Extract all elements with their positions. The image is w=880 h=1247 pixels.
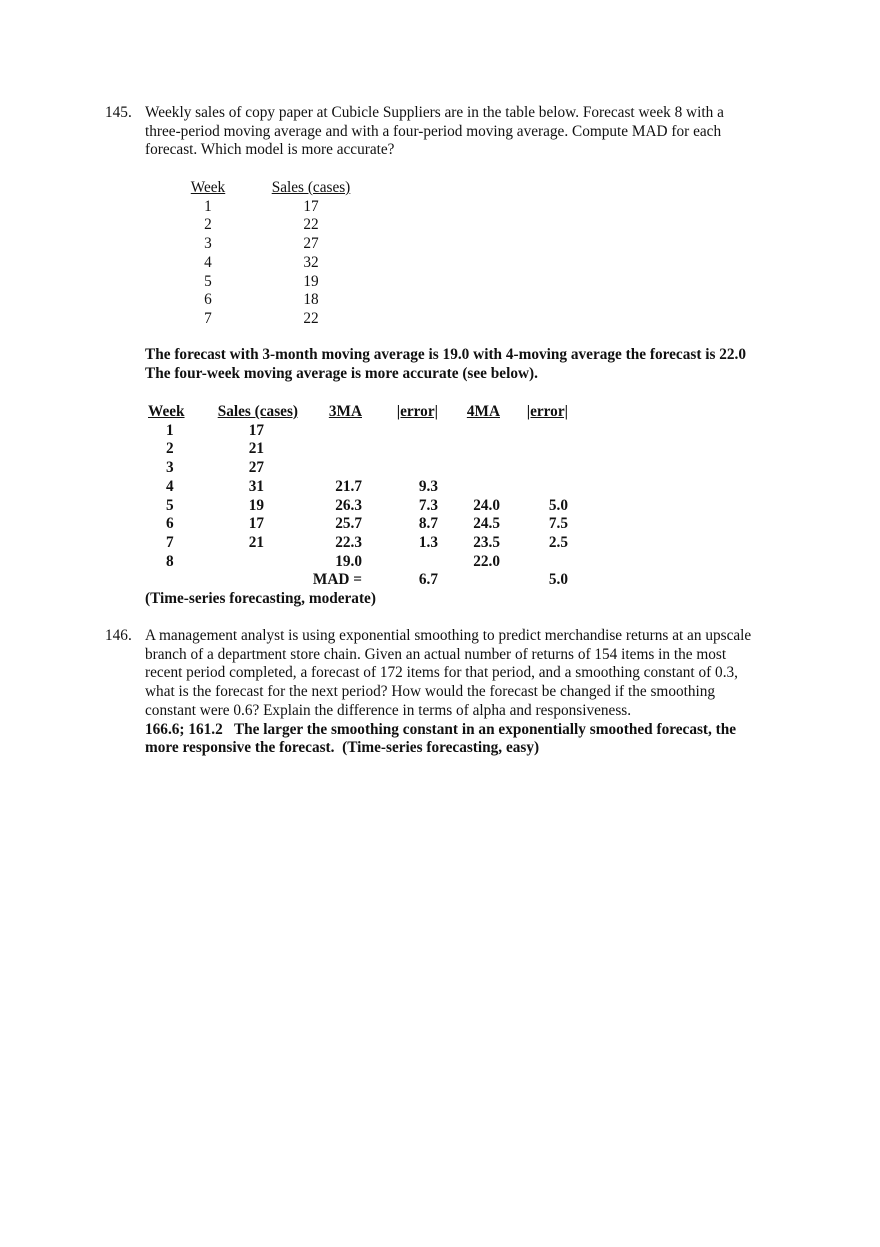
3ma-cell [298,459,362,478]
sales-cell: 27 [248,459,264,477]
week-cell: 6 [166,515,174,533]
table-row [180,254,354,273]
question-line: constant were 0.6? Explain the difference in terms of alpha and responsiveness. [145,701,632,719]
question-line: branch of a department store chain. Given an actual number of returns of 154 items in the most [145,645,727,663]
week-cell: 1 [166,421,174,439]
3ma-cell: 26.3 [335,496,362,514]
week-cell: 5 [166,496,174,514]
3ma-cell [298,440,362,459]
question-line: A management analyst is using exponential smoothing to predict merchandise returns at an upscale [145,627,752,644]
column-header: Week [190,179,226,196]
3ma-error-cell [362,459,438,478]
solution-table [148,403,568,590]
table-row [148,422,568,441]
answer-line: The four-week moving average is more accurate (see below). [145,364,538,382]
3ma-error-cell: 9.3 [418,477,438,495]
spacer-cell [236,291,268,310]
question-line: Weekly sales of copy paper at Cubicle Suppliers are in the table below. Forecast week 8 with a [145,104,724,121]
table-row [148,515,568,534]
4ma-error-cell: 7.5 [548,515,568,533]
table-row [148,534,568,553]
4ma-error-cell: 2.5 [548,533,568,551]
4ma-cell [438,440,500,459]
week-cell: 4 [204,253,212,271]
week-cell: 7 [166,533,174,551]
column-header: Sales (cases) [271,179,351,196]
sales-cell: 27 [303,235,319,253]
4ma-error-cell: 5.0 [548,496,568,514]
column-header: Sales (cases) [217,403,298,420]
week-cell: 2 [166,440,174,458]
question-line: recent period completed, a forecast of 172 items for that period, and a smoothing constant of 0.3, [145,664,739,682]
table-row [180,235,354,254]
table-row [148,478,568,497]
question-number: 145. [105,104,132,121]
table-row [180,291,354,310]
3ma-error-cell [362,553,438,572]
mad-4ma: 5.0 [548,571,568,589]
sales-table [180,179,354,329]
table-row [180,310,354,329]
spacer-cell [236,310,268,329]
question-line: forecast. Which model is more accurate? [145,141,395,159]
spacer-cell [236,273,268,292]
sales-cell: 31 [248,477,264,495]
table-row [148,459,568,478]
3ma-cell [298,422,362,441]
spacer-cell [236,198,268,217]
sales-cell: 17 [303,197,319,215]
table-row [148,553,568,572]
3ma-cell: 25.7 [335,515,362,533]
sales-cell: 19 [303,272,319,290]
sales-cell: 17 [248,421,264,439]
question-text [145,104,785,160]
sales-cell: 17 [248,515,264,533]
sales-cell: 18 [303,291,319,309]
4ma-error-cell [500,422,568,441]
column-header: Week [148,403,185,420]
week-cell: 4 [166,477,174,495]
week-cell: 5 [204,272,212,290]
question-line: three-period moving average and with a four-period moving average. Compute MAD for each [145,122,722,140]
answer-line: 166.6; 161.2 The larger the smoothing constant in an exponentially smoothed forecast, the [145,720,737,738]
column-header: 3MA [328,403,362,420]
column-header: |error| [526,403,568,420]
4ma-cell [438,478,500,497]
table-row [180,198,354,217]
sales-cell: 21 [248,440,264,458]
3ma-error-cell: 7.3 [418,496,438,514]
spacer-cell [236,216,268,235]
answer-text [145,346,785,383]
week-cell: 2 [204,216,212,234]
3ma-error-cell [362,440,438,459]
sales-cell: 21 [248,533,264,551]
question-number: 146. [105,627,132,644]
3ma-error-cell: 1.3 [418,533,438,551]
4ma-error-cell [500,553,568,572]
4ma-cell: 23.5 [473,533,500,551]
topic-tag: (Time-series forecasting, moderate) [145,590,376,607]
week-cell: 3 [204,235,212,253]
answer-line: more responsive the forecast. (Time-series forecasting, easy) [145,739,540,757]
table-row [148,440,568,459]
week-cell: 6 [204,291,212,309]
answer-line: The forecast with 3-month moving average is 19.0 with 4-moving average the forecast is 22.0 [145,346,747,363]
week-cell: 8 [166,552,174,570]
4ma-cell [438,422,500,441]
sales-cell: 22 [303,309,319,327]
3ma-cell: 22.3 [335,533,362,551]
sales-cell: 22 [303,216,319,234]
question-text [145,627,785,758]
column-header: 4MA [466,403,500,420]
4ma-error-cell [500,459,568,478]
question-line: what is the forecast for the next period? How would the forecast be changed if the smoothing [145,683,716,701]
week-cell: 1 [204,197,212,215]
mad-row [148,571,568,590]
4ma-error-cell [500,440,568,459]
table-header-row [180,179,354,198]
4ma-cell [438,459,500,478]
4ma-error-cell [500,478,568,497]
table-row [148,497,568,516]
3ma-cell: 19.0 [335,552,362,570]
table-row [180,216,354,235]
3ma-cell: 21.7 [335,477,362,495]
4ma-cell: 24.0 [473,496,500,514]
week-cell: 7 [204,309,212,327]
week-cell: 3 [166,459,174,477]
sales-cell [190,553,298,572]
4ma-cell: 22.0 [473,552,500,570]
table-row [180,273,354,292]
column-header: |error| [396,403,438,420]
4ma-cell: 24.5 [473,515,500,533]
sales-cell: 32 [303,253,319,271]
mad-label: MAD = [312,571,362,589]
mad-3ma: 6.7 [418,571,438,589]
table-header-row [148,403,568,422]
sales-cell: 19 [248,496,264,514]
3ma-error-cell: 8.7 [418,515,438,533]
3ma-error-cell [362,422,438,441]
spacer-cell [236,254,268,273]
spacer-cell [236,235,268,254]
